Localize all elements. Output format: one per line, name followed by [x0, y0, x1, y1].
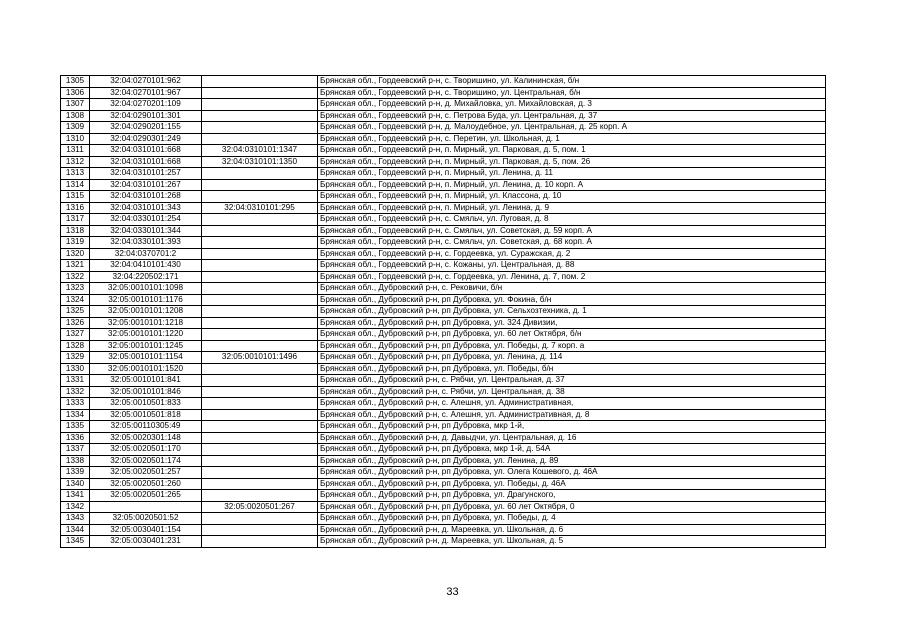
- cadastral-number-cell: [90, 501, 202, 513]
- cadastral-number-cell: 32:04:0310101:267: [90, 179, 202, 191]
- table-row: [61, 214, 826, 226]
- address-cell: Брянская обл., Дубровский р-н, рп Дубровка, ул. Победы, д. 46А: [318, 478, 826, 490]
- row-number-cell: 1341: [61, 490, 90, 502]
- address-cell: Брянская обл., Гордеевский р-н, с. Петрова Буда, ул. Центральная, д. 37: [318, 110, 826, 122]
- row-number-cell: 1344: [61, 524, 90, 536]
- premises-cadastral-number-cell: [202, 524, 318, 536]
- address-cell: Брянская обл., Дубровский р-н, рп Дубровка, ул. Ленина, д. 89: [318, 455, 826, 467]
- premises-cadastral-number-cell: [202, 168, 318, 180]
- cadastral-number-cell: 32:04:0270201:109: [90, 99, 202, 111]
- table-row: [61, 99, 826, 111]
- address-cell: Брянская обл., Дубровский р-н, д. Давыдчи, ул. Центральная, д. 16: [318, 432, 826, 444]
- cadastral-number-cell: 32:04:0330101:344: [90, 225, 202, 237]
- row-number-cell: 1342: [61, 501, 90, 513]
- address-cell: Брянская обл., Гордеевский р-н, д. Михайловка, ул. Михайловская, д. 3: [318, 99, 826, 111]
- address-cell: Брянская обл., Гордеевский р-н, с. Гордеевка, ул. Ленина, д. 7, пом. 2: [318, 271, 826, 283]
- address-cell: Брянская обл., Гордеевский р-н, с. Смяльч, ул. Советская, д. 59 корп. А: [318, 225, 826, 237]
- row-number-cell: 1321: [61, 260, 90, 272]
- address-cell: Брянская обл., Дубровский р-н, рп Дубровка, мкр 1-й, д. 54А: [318, 444, 826, 456]
- row-number-cell: 1340: [61, 478, 90, 490]
- table-row: [61, 306, 826, 318]
- row-number-cell: 1329: [61, 352, 90, 364]
- table-row: [61, 386, 826, 398]
- row-number-cell: 1319: [61, 237, 90, 249]
- address-cell: Брянская обл., Гордеевский р-н, с. Смяльч, ул. Советская, д. 68 корп. А: [318, 237, 826, 249]
- table-row: [61, 248, 826, 260]
- cadastral-number-cell: 32:04:0310101:257: [90, 168, 202, 180]
- table-row: [61, 467, 826, 479]
- cadastral-number-cell: 32:04:0290301:249: [90, 133, 202, 145]
- premises-cadastral-number-cell: [202, 455, 318, 467]
- table-row: [61, 536, 826, 548]
- address-cell: Брянская обл., Дубровский р-н, рп Дубровка, ул. 324 Дивизии,: [318, 317, 826, 329]
- address-cell: Брянская обл., Дубровский р-н, рп Дубровка, ул. 60 лет Октября, 0: [318, 501, 826, 513]
- cadastral-number-cell: 32:05:0030401:231: [90, 536, 202, 548]
- premises-cadastral-number-cell: [202, 375, 318, 387]
- cadastral-number-cell: 32:05:0020501:52: [90, 513, 202, 525]
- cadastral-number-cell: 32:05:0010101:1154: [90, 352, 202, 364]
- table-row: [61, 513, 826, 525]
- table-row: [61, 455, 826, 467]
- premises-cadastral-number-cell: 32:04:0310101:1350: [202, 156, 318, 168]
- table-row: [61, 478, 826, 490]
- table-row: [61, 317, 826, 329]
- cadastral-number-cell: 32:04:220502:171: [90, 271, 202, 283]
- cadastral-number-cell: 32:05:0020501:265: [90, 490, 202, 502]
- address-cell: Брянская обл., Дубровский р-н, с. Рековичи, б/н: [318, 283, 826, 295]
- premises-cadastral-number-cell: [202, 421, 318, 433]
- address-cell: Брянская обл., Дубровский р-н, д. Мареевка, ул. Школьная, д. 6: [318, 524, 826, 536]
- premises-cadastral-number-cell: [202, 76, 318, 88]
- row-number-cell: 1324: [61, 294, 90, 306]
- row-number-cell: 1316: [61, 202, 90, 214]
- address-cell: Брянская обл., Дубровский р-н, рп Дубровка, ул. 60 лет Октября, б/н: [318, 329, 826, 341]
- cadastral-number-cell: 32:04:0290201:155: [90, 122, 202, 134]
- premises-cadastral-number-cell: [202, 398, 318, 410]
- premises-cadastral-number-cell: [202, 260, 318, 272]
- table-row: [61, 283, 826, 295]
- cadastral-number-cell: 32:04:0310101:668: [90, 145, 202, 157]
- premises-cadastral-number-cell: [202, 386, 318, 398]
- address-cell: Брянская обл., Гордеевский р-н, п. Мирный, ул. Парковая, д. 5, пом. 26: [318, 156, 826, 168]
- row-number-cell: 1308: [61, 110, 90, 122]
- address-cell: Брянская обл., Дубровский р-н, рп Дубровка, ул. Сельхозтехника, д. 1: [318, 306, 826, 318]
- table-row: [61, 179, 826, 191]
- table-row: [61, 168, 826, 180]
- row-number-cell: 1320: [61, 248, 90, 260]
- table-row: [61, 363, 826, 375]
- row-number-cell: 1328: [61, 340, 90, 352]
- table-row: [61, 260, 826, 272]
- table-row: [61, 110, 826, 122]
- row-number-cell: 1306: [61, 87, 90, 99]
- table-row: [61, 133, 826, 145]
- address-cell: Брянская обл., Дубровский р-н, рп Дубровка, ул. Победы, д. 7 корп. а: [318, 340, 826, 352]
- cadastral-number-cell: 32:04:0270101:967: [90, 87, 202, 99]
- premises-cadastral-number-cell: [202, 87, 318, 99]
- cadastral-number-cell: 32:04:0370701:2: [90, 248, 202, 260]
- premises-cadastral-number-cell: [202, 225, 318, 237]
- cadastral-number-cell: 32:04:0310101:343: [90, 202, 202, 214]
- table-row: [61, 191, 826, 203]
- table-row: [61, 524, 826, 536]
- premises-cadastral-number-cell: [202, 214, 318, 226]
- address-cell: Брянская обл., Дубровский р-н, рп Дубровка, ул. Драгунского,: [318, 490, 826, 502]
- address-cell: Брянская обл., Гордеевский р-н, п. Мирный, ул. Ленина, д. 11: [318, 168, 826, 180]
- page-number: 33: [446, 586, 459, 598]
- table-row: [61, 375, 826, 387]
- address-cell: Брянская обл., Дубровский р-н, рп Дубровка, ул. Победы, д. 4: [318, 513, 826, 525]
- table-row: [61, 352, 826, 364]
- premises-cadastral-number-cell: [202, 133, 318, 145]
- cadastral-number-cell: 32:05:0020501:257: [90, 467, 202, 479]
- premises-cadastral-number-cell: [202, 122, 318, 134]
- address-cell: Брянская обл., Дубровский р-н, д. Мареевка, ул. Школьная, д. 5: [318, 536, 826, 548]
- premises-cadastral-number-cell: 32:04:0310101:1347: [202, 145, 318, 157]
- row-number-cell: 1339: [61, 467, 90, 479]
- table-row: [61, 421, 826, 433]
- address-cell: Брянская обл., Дубровский р-н, рп Дубровка, ул. Ленина, д. 114: [318, 352, 826, 364]
- cadastral-number-cell: 32:04:0310101:668: [90, 156, 202, 168]
- row-number-cell: 1323: [61, 283, 90, 295]
- address-cell: Брянская обл., Гордеевский р-н, с. Творишино, ул. Центральная, б/н: [318, 87, 826, 99]
- premises-cadastral-number-cell: [202, 317, 318, 329]
- row-number-cell: 1310: [61, 133, 90, 145]
- premises-cadastral-number-cell: [202, 306, 318, 318]
- row-number-cell: 1305: [61, 76, 90, 88]
- cadastral-number-cell: 32:05:0010101:1220: [90, 329, 202, 341]
- premises-cadastral-number-cell: [202, 363, 318, 375]
- premises-cadastral-number-cell: [202, 513, 318, 525]
- cadastral-number-cell: 32:05:0020301:148: [90, 432, 202, 444]
- row-number-cell: 1336: [61, 432, 90, 444]
- cadastral-number-cell: 32:05:0010101:841: [90, 375, 202, 387]
- premises-cadastral-number-cell: [202, 99, 318, 111]
- premises-cadastral-number-cell: [202, 283, 318, 295]
- row-number-cell: 1325: [61, 306, 90, 318]
- cadastral-number-cell: 32:05:0010101:1098: [90, 283, 202, 295]
- address-cell: Брянская обл., Гордеевский р-н, п. Мирный, ул. Ленина, д. 10 корп. А: [318, 179, 826, 191]
- address-cell: Брянская обл., Гордеевский р-н, п. Мирный, ул. Классона, д. 10: [318, 191, 826, 203]
- premises-cadastral-number-cell: [202, 444, 318, 456]
- premises-cadastral-number-cell: [202, 490, 318, 502]
- premises-cadastral-number-cell: [202, 191, 318, 203]
- row-number-cell: 1327: [61, 329, 90, 341]
- row-number-cell: 1317: [61, 214, 90, 226]
- cadastral-number-cell: 32:05:0010501:833: [90, 398, 202, 410]
- table-row: [61, 202, 826, 214]
- table-row: [61, 87, 826, 99]
- premises-cadastral-number-cell: [202, 409, 318, 421]
- registry-table: [60, 75, 826, 548]
- cadastral-number-cell: 32:05:0010101:1208: [90, 306, 202, 318]
- table-row: [61, 398, 826, 410]
- row-number-cell: 1345: [61, 536, 90, 548]
- table-row: [61, 145, 826, 157]
- row-number-cell: 1322: [61, 271, 90, 283]
- cadastral-number-cell: 32:05:0020501:174: [90, 455, 202, 467]
- row-number-cell: 1309: [61, 122, 90, 134]
- cadastral-number-cell: 32:05:0010101:1218: [90, 317, 202, 329]
- row-number-cell: 1331: [61, 375, 90, 387]
- address-cell: Брянская обл., Гордеевский р-н, с. Кожаны, ул. Центральная, д. 88: [318, 260, 826, 272]
- row-number-cell: 1337: [61, 444, 90, 456]
- premises-cadastral-number-cell: [202, 271, 318, 283]
- table-row: [61, 237, 826, 249]
- address-cell: Брянская обл., Дубровский р-н, рп Дубровка, мкр 1-й,: [318, 421, 826, 433]
- row-number-cell: 1332: [61, 386, 90, 398]
- table-row: [61, 432, 826, 444]
- cadastral-number-cell: 32:05:0010501:818: [90, 409, 202, 421]
- cadastral-number-cell: 32:04:0410101:430: [90, 260, 202, 272]
- row-number-cell: 1314: [61, 179, 90, 191]
- premises-cadastral-number-cell: [202, 110, 318, 122]
- table-row: [61, 225, 826, 237]
- premises-cadastral-number-cell: [202, 329, 318, 341]
- row-number-cell: 1313: [61, 168, 90, 180]
- row-number-cell: 1338: [61, 455, 90, 467]
- address-cell: Брянская обл., Гордеевский р-н, п. Мирный, ул. Парковая, д. 5, пом. 1: [318, 145, 826, 157]
- row-number-cell: 1311: [61, 145, 90, 157]
- address-cell: Брянская обл., Дубровский р-н, с. Алешня, ул. Административная, д. 8: [318, 409, 826, 421]
- cadastral-number-cell: 32:05:00110305:49: [90, 421, 202, 433]
- premises-cadastral-number-cell: [202, 237, 318, 249]
- premises-cadastral-number-cell: [202, 467, 318, 479]
- premises-cadastral-number-cell: 32:05:0010101:1496: [202, 352, 318, 364]
- premises-cadastral-number-cell: 32:04:0310101:295: [202, 202, 318, 214]
- premises-cadastral-number-cell: 32:05:0020501:267: [202, 501, 318, 513]
- address-cell: Брянская обл., Дубровский р-н, с. Алешня, ул. Административная,: [318, 398, 826, 410]
- cadastral-number-cell: 32:04:0310101:268: [90, 191, 202, 203]
- address-cell: Брянская обл., Дубровский р-н, рп Дубровка, ул. Победы, б/н: [318, 363, 826, 375]
- premises-cadastral-number-cell: [202, 432, 318, 444]
- row-number-cell: 1326: [61, 317, 90, 329]
- cadastral-number-cell: 32:05:0010101:1245: [90, 340, 202, 352]
- row-number-cell: 1315: [61, 191, 90, 203]
- table-row: [61, 501, 826, 513]
- premises-cadastral-number-cell: [202, 536, 318, 548]
- address-cell: Брянская обл., Дубровский р-н, с. Рябчи, ул. Центральная, д. 37: [318, 375, 826, 387]
- premises-cadastral-number-cell: [202, 294, 318, 306]
- row-number-cell: 1334: [61, 409, 90, 421]
- table-row: [61, 294, 826, 306]
- premises-cadastral-number-cell: [202, 179, 318, 191]
- address-cell: Брянская обл., Дубровский р-н, с. Рябчи, ул. Центральная, д. 38: [318, 386, 826, 398]
- table-row: [61, 122, 826, 134]
- row-number-cell: 1343: [61, 513, 90, 525]
- premises-cadastral-number-cell: [202, 248, 318, 260]
- address-cell: Брянская обл., Дубровский р-н, рп Дубровка, ул. Олега Кошевого, д. 46А: [318, 467, 826, 479]
- table-row: [61, 490, 826, 502]
- address-cell: Брянская обл., Гордеевский р-н, д. Малоудебное, ул. Центральная, д. 25 корп. А: [318, 122, 826, 134]
- table-row: [61, 156, 826, 168]
- row-number-cell: 1330: [61, 363, 90, 375]
- cadastral-number-cell: 32:05:0020501:260: [90, 478, 202, 490]
- row-number-cell: 1307: [61, 99, 90, 111]
- premises-cadastral-number-cell: [202, 340, 318, 352]
- cadastral-number-cell: 32:05:0010101:1520: [90, 363, 202, 375]
- address-cell: Брянская обл., Гордеевский р-н, п. Мирный, ул. Ленина, д. 9: [318, 202, 826, 214]
- premises-cadastral-number-cell: [202, 478, 318, 490]
- cadastral-number-cell: 32:05:0010101:1176: [90, 294, 202, 306]
- table-row: [61, 444, 826, 456]
- cadastral-number-cell: 32:04:0330101:393: [90, 237, 202, 249]
- address-cell: Брянская обл., Гордеевский р-н, с. Смяльч, ул. Луговая, д. 8: [318, 214, 826, 226]
- address-cell: Брянская обл., Гордеевский р-н, с. Перетин, ул. Школьная, д. 1: [318, 133, 826, 145]
- cadastral-number-cell: 32:04:0330101:254: [90, 214, 202, 226]
- cadastral-number-cell: 32:04:0290101:301: [90, 110, 202, 122]
- row-number-cell: 1312: [61, 156, 90, 168]
- row-number-cell: 1333: [61, 398, 90, 410]
- cadastral-number-cell: 32:05:0020501:170: [90, 444, 202, 456]
- cadastral-number-cell: 32:04:0270101:962: [90, 76, 202, 88]
- cadastral-number-cell: 32:05:0010101:846: [90, 386, 202, 398]
- address-cell: Брянская обл., Гордеевский р-н, с. Творишино, ул. Калининская, б/н: [318, 76, 826, 88]
- table-row: [61, 76, 826, 88]
- table-row: [61, 409, 826, 421]
- address-cell: Брянская обл., Гордеевский р-н, с. Гордеевка, ул. Суражская, д. 2: [318, 248, 826, 260]
- table-row: [61, 340, 826, 352]
- row-number-cell: 1335: [61, 421, 90, 433]
- table-row: [61, 271, 826, 283]
- cadastral-number-cell: 32:05:0030401:154: [90, 524, 202, 536]
- registry-table-body: [61, 76, 826, 548]
- table-row: [61, 329, 826, 341]
- address-cell: Брянская обл., Дубровский р-н, рп Дубровка, ул. Фокина, б/н: [318, 294, 826, 306]
- row-number-cell: 1318: [61, 225, 90, 237]
